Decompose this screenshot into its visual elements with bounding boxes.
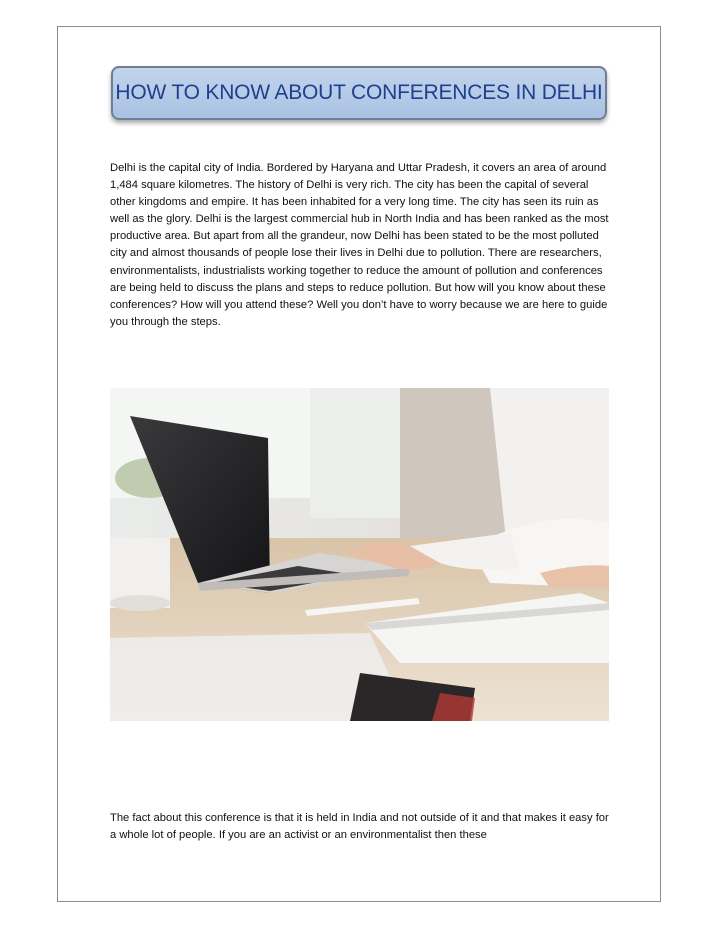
body-paragraph: The fact about this conference is that it is held in India and not outside of it and that makes it easy for a whole lot of people. If you are an activist or an environmentalist then these [110,812,609,842]
page-title: HOW TO KNOW ABOUT CONFERENCES IN DELHI [115,81,603,104]
intro-paragraph: Delhi is the capital city of India. Bordered by Haryana and Uttar Pradesh, it covers an area of around 1,484 square kilometres. The history of Delhi is very rich. The city has been the capital of several other kingdoms and empire. It has been inhabited for a very long time. The city has seen its ruin as well as the glory. Delhi is the largest commercial hub in North India and has been ranked as the most productive area. But apart from all the grandeur, now Delhi has been stated to be the most polluted city and almost thousands of people lose their lives in Delhi due to pollution. There are researchers, environmentalists, industrialists working together to reduce the amount of pollution and conferences are being held to discuss the plans and steps to reduce pollution. But how will you know about these conferences? How will you attend these? Well you don’t have to worry because we are here to guide you through the steps. [110,162,609,328]
laptop-desk-photo [110,388,609,721]
title-banner [111,66,607,120]
